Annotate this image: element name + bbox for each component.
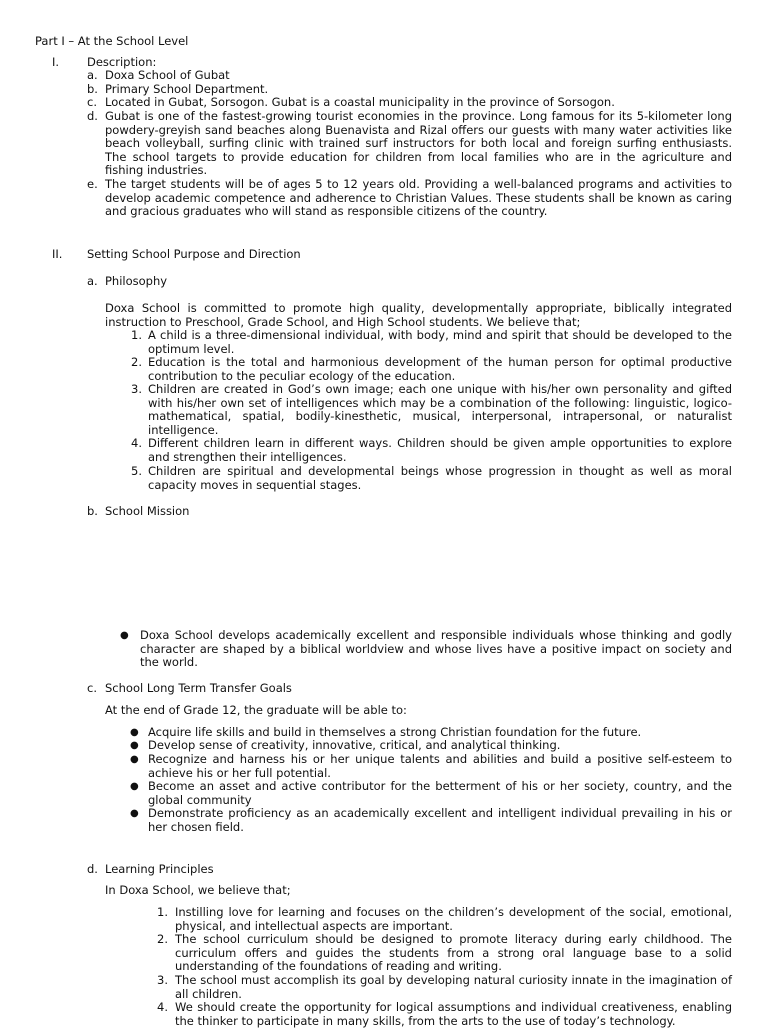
section-1-numeral: I. <box>52 55 60 69</box>
mission-heading: School Mission <box>105 504 190 518</box>
list-item: Acquire life skills and build in themselves a strong Christian foundation for the future. <box>148 725 642 739</box>
goals-heading: School Long Term Transfer Goals <box>105 681 292 695</box>
list-item: We should create the opportunity for logical assumptions and individual creativeness, enabling the thinker to participate in many skills, from the arts to the use of today’s technology. <box>175 1000 732 1028</box>
list-label: 3. <box>157 973 168 987</box>
list-item: The school curriculum should be designed to promote literacy during early childhood. The curriculum offers and guides the students from a strong oral language base to a solid understanding of the foundations of reading and writing. <box>175 932 732 973</box>
list-label: 1. <box>157 905 168 919</box>
bullet-icon: ● <box>130 754 139 765</box>
section-2-title: Setting School Purpose and Direction <box>87 247 301 261</box>
list-item: Instilling love for learning and focuses on the children’s development of the social, emotional, physical, and intellectual aspects are important. <box>175 905 732 933</box>
section-1-title: Description: <box>87 55 157 69</box>
list-label: e. <box>87 177 98 191</box>
list-item: Children are created in God’s own image; each one unique with his/her own personality and gifted with his/her own set of intelligences which may be a combination of the following: linguistic, logico-mathematical, spatial, bodily-kinesthetic, musical, interpersonal, intrapersonal, or naturalist intelligence. <box>148 382 732 437</box>
list-item: Education is the total and harmonious development of the human person for optimal productive contribution to the peculiar ecology of the education. <box>148 355 732 383</box>
list-label: 2. <box>157 932 168 946</box>
subsection-label: c. <box>87 681 97 695</box>
bullet-icon: ● <box>130 808 139 819</box>
list-label: 4. <box>131 436 142 450</box>
list-item: Children are spiritual and developmental beings whose progression in thought as well as moral capacity moves in sequential stages. <box>148 464 732 492</box>
list-item: The target students will be of ages 5 to 12 years old. Providing a well-balanced programs and activities to develop academic competence and adherence to Christian Values. These students shall be known as caring and gracious graduates who will stand as responsible citizens of the country. <box>105 177 732 218</box>
subsection-label: b. <box>87 504 98 518</box>
list-item: Develop sense of creativity, innovative, critical, and analytical thinking. <box>148 738 561 752</box>
bullet-icon: ● <box>130 781 139 792</box>
list-item: Primary School Department. <box>105 82 269 96</box>
list-item: Demonstrate proficiency as an academically excellent and intelligent individual prevailing in his or her chosen field. <box>148 806 732 834</box>
philosophy-intro: Doxa School is committed to promote high quality, developmentally appropriate, biblically integrated instruction to Preschool, Grade School, and High School students. We believe that; <box>105 301 732 329</box>
list-item: Located in Gubat, Sorsogon. Gubat is a coastal municipality in the province of Sorsogon. <box>105 95 615 109</box>
philosophy-heading: Philosophy <box>105 274 168 288</box>
part-title: Part I – At the School Level <box>35 34 189 48</box>
list-item: Gubat is one of the fastest-growing tourist economies in the province. Long famous for its 5-kilometer long powdery-greyish sand beaches along Buenavista and Rizal offers our guests with many water activities like beach volleyball, surfing clinic with trained surf instructors for both local and foreign surfing enthusiasts. The school targets to provide education for children from local families who are in the agriculture and fishing industries. <box>105 109 732 177</box>
list-item: Become an asset and active contributor for the betterment of his or her society, country, and the global community <box>148 779 732 807</box>
list-item: Doxa School of Gubat <box>105 68 230 82</box>
principles-heading: Learning Principles <box>105 862 214 876</box>
section-2-numeral: II. <box>52 247 63 261</box>
list-label: 1. <box>131 328 142 342</box>
list-label: 4. <box>157 1000 168 1014</box>
subsection-label: d. <box>87 862 98 876</box>
list-item: Different children learn in different ways. Children should be given ample opportunities to explore and strengthen their intelligences. <box>148 436 732 464</box>
list-item: The school must accomplish its goal by developing natural curiosity innate in the imagination of all children. <box>175 973 732 1001</box>
principles-intro: In Doxa School, we believe that; <box>105 883 291 897</box>
list-label: c. <box>87 95 97 109</box>
list-item: Recognize and harness his or her unique talents and abilities and build a positive self-esteem to achieve his or her full potential. <box>148 752 732 780</box>
list-label: b. <box>87 82 98 96</box>
list-label: 2. <box>131 355 142 369</box>
mission-statement: Doxa School develops academically excellent and responsible individuals whose thinking and godly character are shaped by a biblical worldview and whose lives have a positive impact on society and the world. <box>140 628 732 669</box>
bullet-icon: ● <box>120 630 129 641</box>
bullet-icon: ● <box>130 727 139 738</box>
list-label: d. <box>87 109 98 123</box>
list-label: 3. <box>131 382 142 396</box>
list-item: A child is a three-dimensional individual, with body, mind and spirit that should be developed to the optimum level. <box>148 328 732 356</box>
list-label: 5. <box>131 464 142 478</box>
bullet-icon: ● <box>130 740 139 751</box>
subsection-label: a. <box>87 274 98 288</box>
list-label: a. <box>87 68 98 82</box>
goals-intro: At the end of Grade 12, the graduate will be able to: <box>105 703 407 717</box>
